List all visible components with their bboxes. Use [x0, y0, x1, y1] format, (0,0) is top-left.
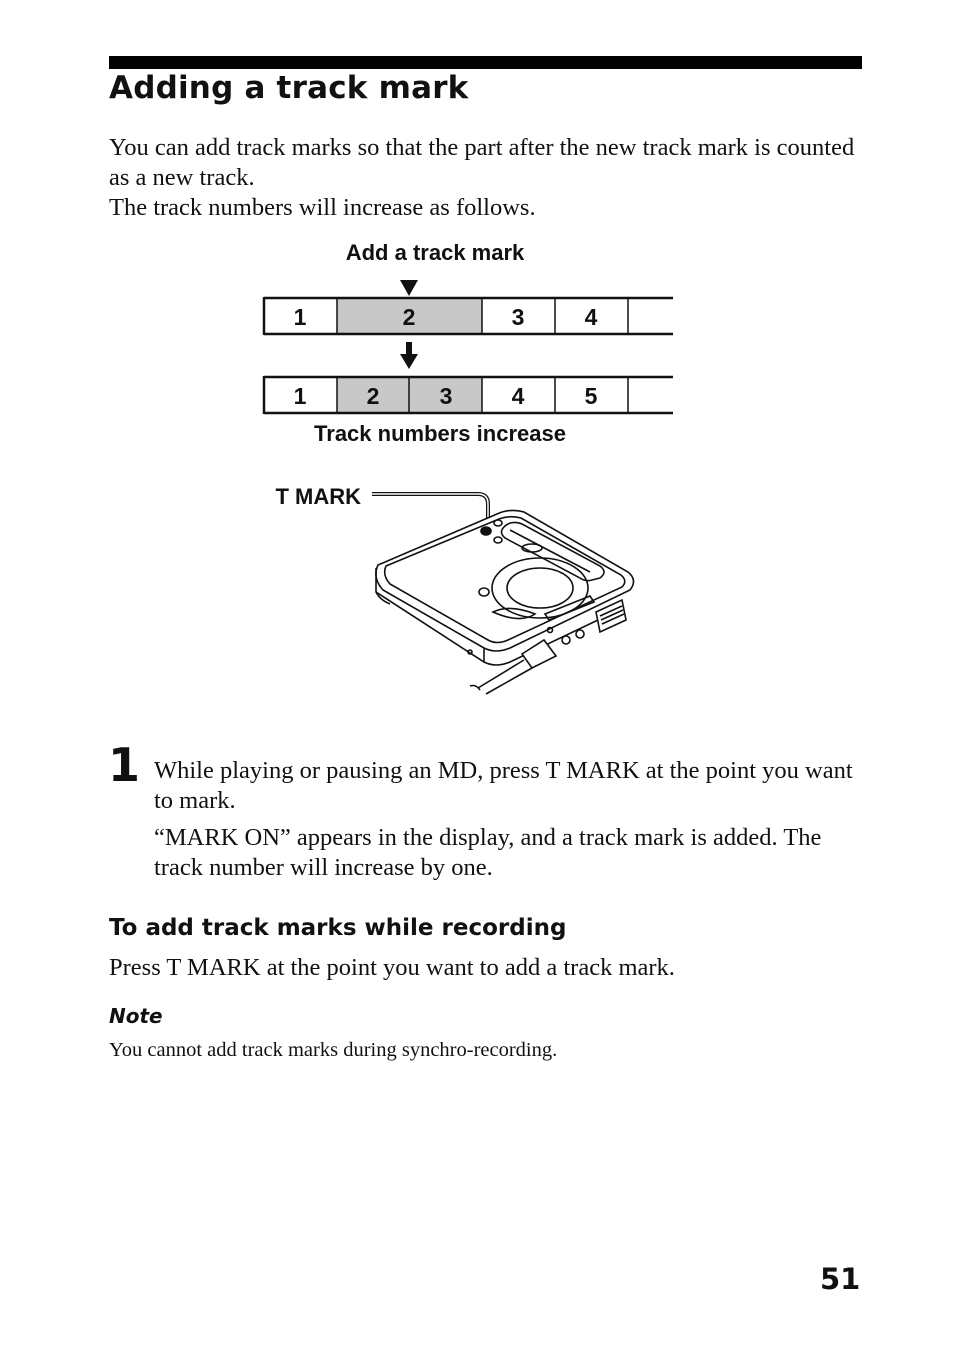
after-track-cell: 4: [511, 383, 525, 409]
step-1-instruction: While playing or pausing an MD, press T MARK at the point you want to mark.: [154, 757, 853, 814]
track-numbers-increase-label: Track numbers increase: [314, 421, 566, 446]
track-strip-after: [264, 376, 673, 414]
before-track-cell: 2: [402, 304, 416, 330]
add-track-mark-label: Add a track mark: [345, 240, 525, 265]
note-text: You cannot add track marks during synchro-recording.: [109, 1039, 558, 1061]
before-track-cell: 1: [293, 304, 307, 330]
t-mark-label: T MARK: [275, 484, 361, 509]
recording-text: Press T MARK at the point you want to add a track mark.: [109, 954, 675, 981]
step-1-text: [154, 756, 866, 883]
page-number: 51: [820, 1262, 861, 1296]
intro-paragraph-2: The track numbers will increase as follows.: [109, 194, 536, 221]
down-arrow-icon: [400, 342, 418, 369]
after-track-cell: 2: [366, 383, 380, 409]
page-title: Adding a track mark: [109, 70, 469, 106]
intro-paragraph-1: You can add track marks so that the part after the new track mark is counted as a new track.: [109, 134, 855, 191]
before-track-cell: 3: [511, 304, 525, 330]
t-mark-callout-line: [372, 494, 488, 528]
after-track-cell: 1: [293, 383, 307, 409]
after-track-cell: 3: [439, 383, 453, 409]
md-player-illustration: [376, 510, 634, 694]
mark-pointer-icon: [400, 280, 418, 296]
recording-subheading: To add track marks while recording: [109, 915, 567, 941]
track-strip-before: [264, 297, 673, 335]
before-track-cell: 4: [584, 304, 598, 330]
after-track-cell: 5: [584, 383, 598, 409]
t-mark-button-icon: [481, 527, 491, 535]
step-1-result: “MARK ON” appears in the display, and a track mark is added. The track number will increase by one.: [154, 824, 822, 881]
note-label: Note: [109, 1004, 163, 1028]
step-number: 1: [108, 738, 141, 792]
